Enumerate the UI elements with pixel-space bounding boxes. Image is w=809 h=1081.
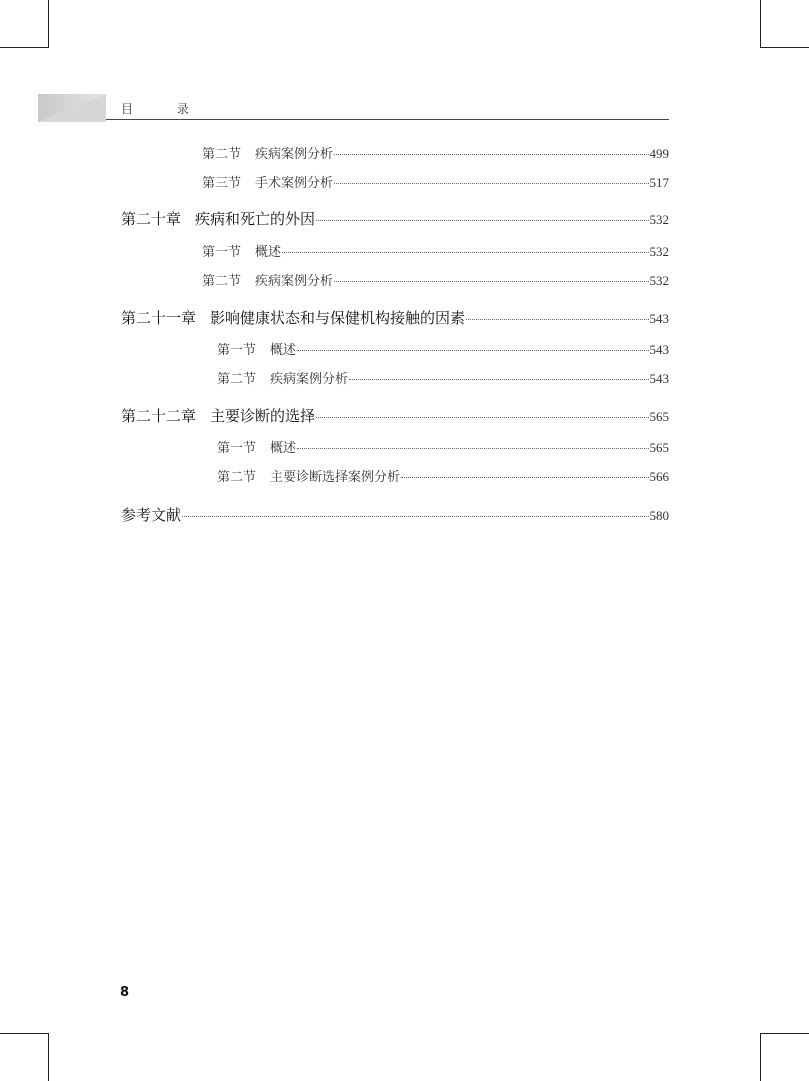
toc-entry-page: 532 xyxy=(649,244,669,259)
toc-entry-page: 565 xyxy=(649,440,669,455)
toc-chapter-number: 第二十二章 xyxy=(121,407,197,425)
toc-entry-number: 第二节 xyxy=(217,470,257,485)
toc-entry-title: 主要诊断选择案例分析 xyxy=(270,470,401,485)
toc-entry[interactable] xyxy=(217,339,669,358)
toc-entry-page: 543 xyxy=(649,371,669,386)
crop-mark xyxy=(760,1033,809,1034)
crop-mark xyxy=(48,0,49,48)
header-shade xyxy=(38,94,106,122)
toc-entry-number: 第一节 xyxy=(217,343,257,358)
crop-mark xyxy=(48,1033,49,1081)
toc-chapter[interactable] xyxy=(121,405,669,426)
toc-entry-number: 第一节 xyxy=(217,441,257,456)
toc-chapter-number: 第二十一章 xyxy=(121,309,197,327)
toc-leader-dots xyxy=(349,379,648,380)
crop-mark xyxy=(760,47,809,48)
toc-entry-number: 第二节 xyxy=(202,274,242,289)
toc-entry-title: 概述 xyxy=(255,245,282,260)
toc-entry[interactable] xyxy=(202,270,669,289)
toc-leader-dots xyxy=(297,350,648,351)
toc-entry[interactable] xyxy=(202,172,669,191)
toc-chapter[interactable] xyxy=(121,307,669,328)
toc-chapter[interactable] xyxy=(121,208,669,229)
toc-entry-title: 疾病案例分析 xyxy=(255,147,334,162)
toc-leader-dots xyxy=(297,448,648,449)
toc-entry-page: 532 xyxy=(649,273,669,288)
toc-leader-dots xyxy=(466,319,648,320)
toc-entry-page: 566 xyxy=(649,469,669,484)
toc-entry[interactable] xyxy=(217,466,669,485)
toc-entry-number: 第二节 xyxy=(217,372,257,387)
toc-entry-title: 手术案例分析 xyxy=(255,176,334,191)
toc-chapter-page: 532 xyxy=(649,212,669,227)
toc-entry[interactable] xyxy=(217,437,669,456)
toc-chapter-title: 主要诊断的选择 xyxy=(210,407,316,425)
crop-mark xyxy=(0,1033,48,1034)
toc-leader-dots xyxy=(282,252,648,253)
crop-mark xyxy=(760,0,761,48)
toc-chapter-number: 第二十章 xyxy=(121,210,182,228)
header-rule xyxy=(106,119,669,120)
toc-chapter-page: 543 xyxy=(649,311,669,326)
toc-leader-dots xyxy=(316,417,648,418)
toc-references[interactable] xyxy=(121,504,669,525)
toc-leader-dots xyxy=(316,220,648,221)
toc-leader-dots xyxy=(334,281,648,282)
crop-mark xyxy=(0,47,48,48)
toc-leader-dots xyxy=(334,154,648,155)
toc-entry-title: 疾病案例分析 xyxy=(255,274,334,289)
toc-entry-page: 517 xyxy=(649,175,669,190)
toc-chapter-page: 565 xyxy=(649,409,669,424)
toc-entry-page: 543 xyxy=(649,342,669,357)
crop-mark xyxy=(760,1033,761,1081)
toc-leader-dots xyxy=(401,477,648,478)
toc-entry-number: 第一节 xyxy=(202,245,242,260)
header-title: 目 录 xyxy=(121,102,209,116)
toc-entry-number: 第三节 xyxy=(202,176,242,191)
toc-leader-dots xyxy=(182,516,648,517)
toc-entry[interactable] xyxy=(217,368,669,387)
toc-leader-dots xyxy=(334,183,648,184)
toc-chapter-title: 影响健康状态和与保健机构接触的因素 xyxy=(210,309,466,327)
toc-entry-page: 499 xyxy=(649,146,669,161)
toc-entry[interactable] xyxy=(202,241,669,260)
toc-entry[interactable] xyxy=(202,143,669,162)
toc-chapter-title: 疾病和死亡的外因 xyxy=(195,210,316,228)
toc-entry-title: 概述 xyxy=(270,343,297,358)
toc-entry-number: 第二节 xyxy=(202,147,242,162)
toc-entry-title: 疾病案例分析 xyxy=(270,372,349,387)
toc-references-title: 参考文献 xyxy=(121,506,182,524)
toc-references-page: 580 xyxy=(649,508,669,523)
page-number: 8 xyxy=(120,985,130,1000)
toc-entry-title: 概述 xyxy=(270,441,297,456)
